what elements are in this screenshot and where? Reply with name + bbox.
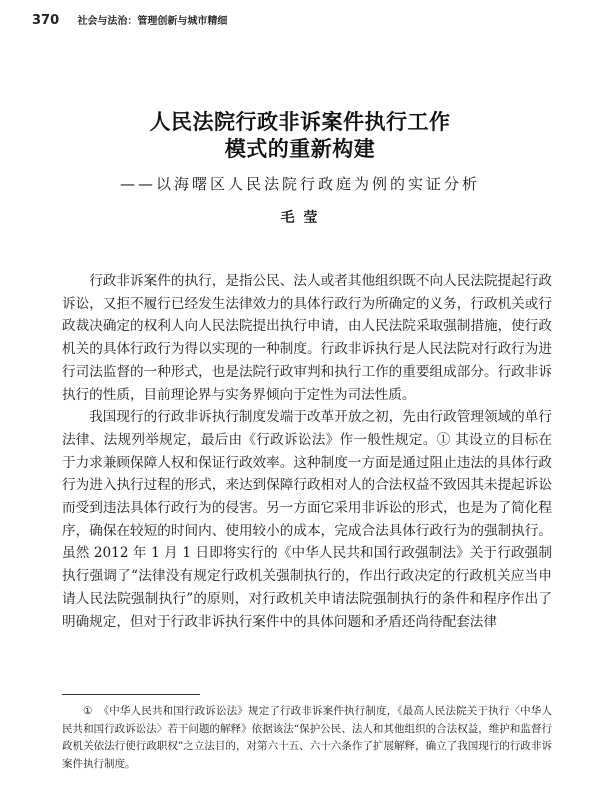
journal-title: 社会与法治：管理创新与城市精细 (77, 16, 228, 27)
author-name: 毛 莹 (280, 210, 320, 226)
footnote-mark: ① (83, 705, 93, 717)
article-subtitle: ——以海曙区人民法院行政庭为例的实证分析 (119, 175, 480, 193)
body-text (62, 270, 552, 633)
footnote-1 (62, 703, 552, 773)
footnotes (62, 703, 552, 773)
article-title-line-1: 人民法院行政非诉案件执行工作 (149, 109, 451, 134)
article-title-line-2: 模式的重新构建 (224, 136, 376, 161)
running-header (32, 12, 227, 28)
footnote-divider (62, 694, 200, 695)
footnote-text: 《中华人民共和国行政诉讼法》规定了行政非诉案件执行制度，《最高人民法院关于执行〈中华人民共和国行政诉讼法〉若干问题的解释》依据该法“保护公民、法人和其他组织的合法权益，维护和监督行政机关依法行使行政职权”之立法目的，对第六十五、六十六条作了扩展解释，确立了我国现行的行政非诉案件执行制度。 (62, 705, 552, 770)
page-number: 370 (32, 13, 60, 28)
paragraph-2: 我国现行的行政非诉执行制度发端于改革开放之初，先由行政管理领域的单行法律、法规列举规定，最后由《行政诉讼法》作一般性规定。① 其设立的目标在于力求兼顾保障人权和保证行政效率。这种制度一方面是通过阻止违法的具体行政行为进入执行过程的形式，来达到保障行政相对人的合法权益不致因其未提起诉讼而受到违法具体行政行为的侵害。另一方面它采用非诉讼的形式，也是为了简化程序，确保在较短的时间内、使用较小的成本，完成合法具体行政行为的强制执行。虽然 2012 年 1 月 1 日即将实行的《中华人民共和国行政强制法》关于行政强制执行强调了“法律没有规定行政机关强制执行的，作出行政决定的行政机关应当申请人民法院强制执行”的原则，对行政机关申请法院强制执行的条件和程序作出了明确规定，但对于行政非诉执行案件中的具体问题和矛盾还尚待配套法律 (62, 409, 552, 630)
paragraph-1: 行政非诉案件的执行，是指公民、法人或者其他组织既不向人民法院提起行政诉讼，又拒不履行已经发生法律效力的具体行政行为所确定的义务，行政机关或行政裁决确定的权利人向人民法院提出执行申请，由人民法院采取强制措施，使行政机关的具体行政行为得以实现的一种制度。行政非诉执行是人民法院对行政行为进行司法监督的一种形式，也是法院行政审判和执行工作的重要组成部分。行政非诉执行的性质，目前理论界与实务界倾向于定性为司法性质。 (62, 273, 552, 403)
